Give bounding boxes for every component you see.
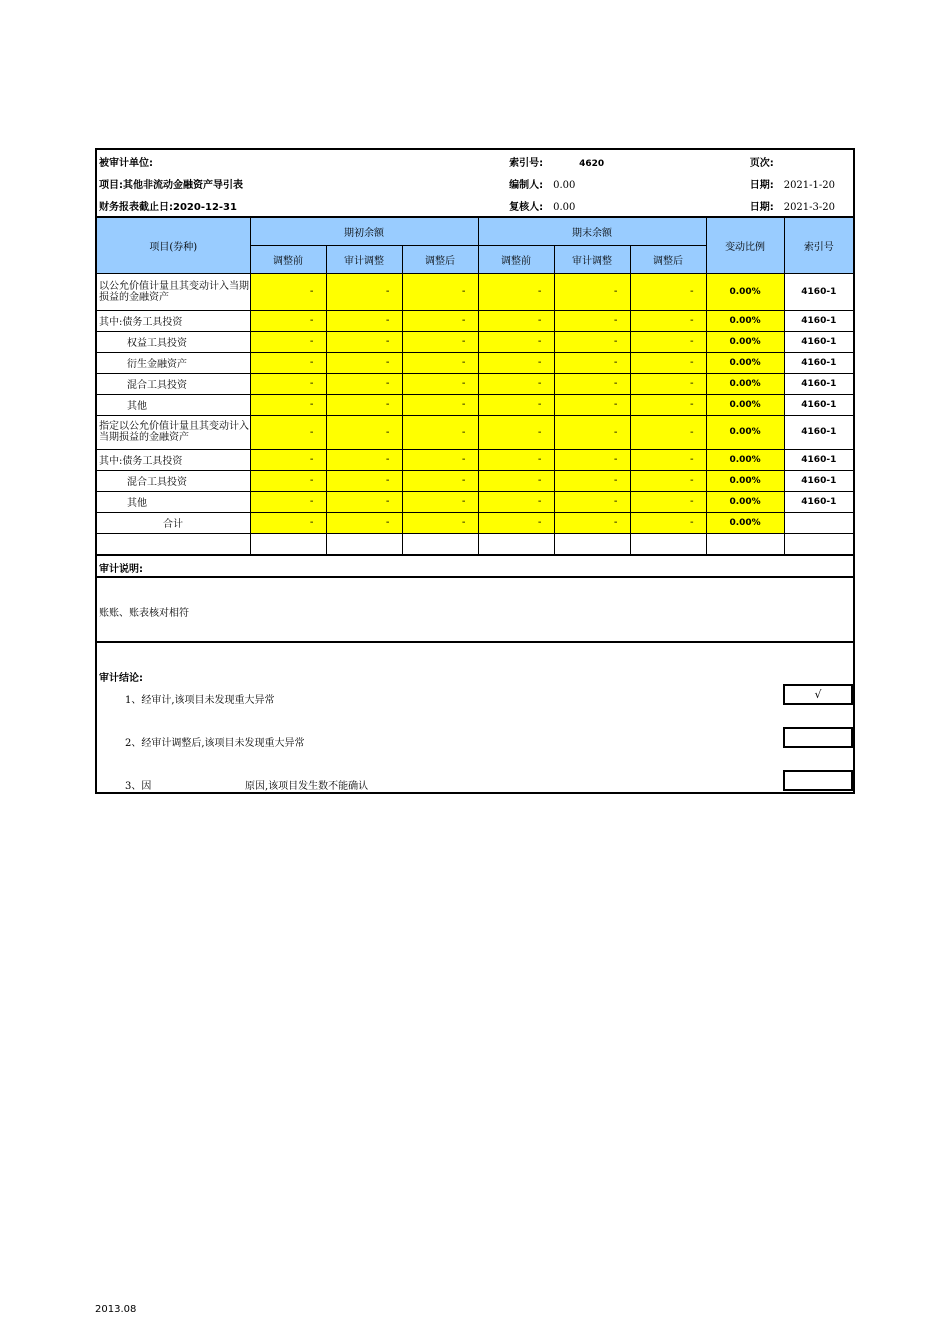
change-ratio-cell: 0.00%	[706, 470, 784, 491]
change-ratio-cell: 0.00%	[706, 331, 784, 352]
amount-cell[interactable]: -	[402, 394, 478, 415]
change-ratio-cell: 0.00%	[706, 491, 784, 512]
table-row	[96, 449, 854, 470]
amount-cell[interactable]: -	[402, 415, 478, 449]
conclusion-checkbox-2[interactable]	[783, 727, 853, 748]
sub-header: 调整前	[478, 245, 554, 273]
amount-cell[interactable]: -	[326, 331, 402, 352]
amount-cell[interactable]: -	[554, 449, 630, 470]
page-label: 页次:	[749, 157, 774, 169]
amount-cell[interactable]: -	[554, 331, 630, 352]
footer-version: 2013.08	[95, 1304, 137, 1315]
col-index: 索引号	[784, 217, 854, 273]
row-label: 其中:债务工具投资	[96, 310, 250, 331]
change-ratio-cell: 0.00%	[706, 415, 784, 449]
amount-cell[interactable]: -	[554, 273, 630, 310]
amount-cell[interactable]: -	[326, 273, 402, 310]
index-ref-cell[interactable]: 4160-1	[784, 273, 854, 310]
index-cell: 索引号: 4620	[509, 157, 605, 169]
change-ratio-cell: 0.00%	[706, 394, 784, 415]
table-row	[96, 394, 854, 415]
conclusion-checkbox-3[interactable]	[783, 770, 853, 791]
amount-cell[interactable]: -	[326, 415, 402, 449]
empty-cell[interactable]	[478, 533, 554, 555]
change-ratio-cell: 0.00%	[706, 352, 784, 373]
amount-cell[interactable]: -	[478, 331, 554, 352]
amount-cell[interactable]: -	[326, 373, 402, 394]
group-end: 期末余额	[478, 217, 706, 245]
amount-cell[interactable]: -	[402, 331, 478, 352]
reviewer-value: 0.00	[553, 201, 576, 213]
col-item: 项目(券种)	[96, 217, 250, 273]
table-row	[96, 491, 854, 512]
amount-cell[interactable]: -	[250, 449, 326, 470]
index-ref-cell[interactable]: 4160-1	[784, 373, 854, 394]
index-value: 4620	[579, 158, 605, 169]
amount-cell[interactable]: -	[478, 310, 554, 331]
index-ref-cell[interactable]: 4160-1	[784, 470, 854, 491]
amount-cell[interactable]: -	[250, 470, 326, 491]
row-label: 以公允价值计量且其变动计入当期损益的金融资产	[96, 273, 250, 310]
table-row	[96, 373, 854, 394]
table-row	[96, 310, 854, 331]
preparer-cell: 编制人: 0.00	[509, 179, 576, 191]
amount-cell[interactable]: -	[402, 310, 478, 331]
project-label: 项目:其他非流动金融资产导引表	[99, 179, 243, 191]
amount-cell[interactable]: -	[250, 310, 326, 331]
conclusion-item-3-prefix: 3、因	[125, 780, 152, 792]
amount-cell[interactable]: -	[478, 352, 554, 373]
group-begin: 期初余额	[250, 217, 478, 245]
amount-cell[interactable]: -	[250, 491, 326, 512]
table-row	[96, 352, 854, 373]
row-label: 其中:债务工具投资	[96, 449, 250, 470]
table-row	[96, 470, 854, 491]
date1-cell: 日期: 2021-1-20	[749, 179, 835, 191]
amount-cell[interactable]: -	[630, 415, 706, 449]
header-block	[95, 148, 855, 216]
amount-cell[interactable]: -	[554, 373, 630, 394]
empty-cell[interactable]	[402, 533, 478, 555]
amount-cell[interactable]: -	[478, 470, 554, 491]
amount-cell[interactable]: -	[630, 373, 706, 394]
sub-header: 审计调整	[554, 245, 630, 273]
amount-cell[interactable]: -	[554, 491, 630, 512]
conclusion-block	[95, 643, 855, 794]
index-ref-cell[interactable]: 4160-1	[784, 310, 854, 331]
empty-cell[interactable]	[250, 533, 326, 555]
change-ratio-cell: 0.00%	[706, 373, 784, 394]
amount-cell[interactable]: -	[250, 373, 326, 394]
row-label: 指定以公允价值计量且其变动计入当期损益的金融资产	[96, 415, 250, 449]
amount-cell[interactable]: -	[630, 273, 706, 310]
row-label: 衍生金融资产	[96, 352, 250, 373]
amount-cell[interactable]: -	[630, 352, 706, 373]
amount-cell[interactable]: -	[630, 491, 706, 512]
amount-cell[interactable]: -	[402, 512, 478, 533]
amount-cell[interactable]: -	[402, 373, 478, 394]
amount-cell[interactable]: -	[630, 470, 706, 491]
empty-cell[interactable]	[554, 533, 630, 555]
table-row	[96, 331, 854, 352]
amount-cell[interactable]: -	[402, 273, 478, 310]
index-ref-cell[interactable]: 4160-1	[784, 394, 854, 415]
amount-cell[interactable]: -	[326, 449, 402, 470]
index-ref-cell[interactable]: 4160-1	[784, 331, 854, 352]
notes-text: 账账、账表核对相符	[99, 607, 189, 619]
amount-cell[interactable]: -	[630, 394, 706, 415]
amount-cell[interactable]: -	[402, 470, 478, 491]
amount-cell[interactable]: -	[326, 470, 402, 491]
amount-cell[interactable]: -	[250, 415, 326, 449]
amount-cell[interactable]: -	[250, 394, 326, 415]
amount-cell[interactable]: -	[478, 394, 554, 415]
row-label: 混合工具投资	[96, 470, 250, 491]
table-row	[96, 273, 854, 310]
row-label: 混合工具投资	[96, 373, 250, 394]
col-change: 变动比例	[706, 217, 784, 273]
balance-table	[95, 216, 855, 556]
empty-cell[interactable]	[326, 533, 402, 555]
empty-cell[interactable]	[706, 533, 784, 555]
date2-value: 2021-3-20	[783, 201, 835, 213]
amount-cell[interactable]: -	[630, 310, 706, 331]
amount-cell[interactable]: -	[402, 449, 478, 470]
row-label: 合计	[96, 512, 250, 533]
index-ref-cell[interactable]: 4160-1	[784, 491, 854, 512]
sub-header: 调整后	[630, 245, 706, 273]
amount-cell[interactable]: -	[554, 394, 630, 415]
notes-title: 审计说明:	[99, 563, 143, 575]
sub-header: 调整前	[250, 245, 326, 273]
amount-cell[interactable]: -	[478, 512, 554, 533]
row-label: 权益工具投资	[96, 331, 250, 352]
amount-cell[interactable]: -	[326, 310, 402, 331]
amount-cell[interactable]: -	[478, 373, 554, 394]
change-ratio-cell: 0.00%	[706, 310, 784, 331]
row-label: 其他	[96, 491, 250, 512]
empty-cell[interactable]	[630, 533, 706, 555]
workpaper-sheet	[95, 148, 855, 794]
table-row	[96, 415, 854, 449]
amount-cell[interactable]: -	[478, 491, 554, 512]
amount-cell[interactable]: -	[250, 512, 326, 533]
conclusion-item-1: 1、经审计,该项目未发现重大异常	[125, 694, 275, 706]
conclusion-title: 审计结论:	[99, 672, 143, 684]
sub-header: 调整后	[402, 245, 478, 273]
amount-cell[interactable]: -	[250, 331, 326, 352]
amount-cell[interactable]: -	[554, 310, 630, 331]
index-ref-cell[interactable]: 4160-1	[784, 449, 854, 470]
conclusion-item-3-suffix: 原因,该项目发生数不能确认	[245, 780, 369, 792]
amount-cell[interactable]: -	[478, 273, 554, 310]
empty-cell[interactable]	[96, 533, 250, 555]
index-ref-cell[interactable]: 4160-1	[784, 352, 854, 373]
amount-cell[interactable]: -	[478, 449, 554, 470]
preparer-value: 0.00	[553, 179, 576, 191]
notes-title-row	[95, 556, 855, 578]
amount-cell[interactable]: -	[630, 449, 706, 470]
table-row	[96, 512, 854, 533]
entity-label: 被审计单位:	[99, 157, 153, 169]
amount-cell[interactable]: -	[250, 352, 326, 373]
empty-cell[interactable]	[784, 533, 854, 555]
date1-value: 2021-1-20	[783, 179, 835, 191]
conclusion-item-2: 2、经审计调整后,该项目未发现重大异常	[125, 737, 305, 749]
amount-cell[interactable]: -	[554, 415, 630, 449]
page-cell	[750, 149, 854, 172]
index-ref-cell[interactable]: 4160-1	[784, 415, 854, 449]
amount-cell[interactable]: -	[326, 512, 402, 533]
amount-cell[interactable]: -	[630, 512, 706, 533]
change-ratio-cell: 0.00%	[706, 449, 784, 470]
reviewer-cell: 复核人: 0.00	[509, 201, 576, 213]
amount-cell[interactable]: -	[250, 273, 326, 310]
amount-cell[interactable]: -	[478, 415, 554, 449]
amount-cell[interactable]: -	[554, 512, 630, 533]
empty-row	[96, 533, 854, 555]
amount-cell[interactable]: -	[402, 352, 478, 373]
notes-body	[95, 578, 855, 643]
amount-cell[interactable]: -	[326, 352, 402, 373]
change-ratio-cell: 0.00%	[706, 512, 784, 533]
amount-cell[interactable]: -	[326, 394, 402, 415]
amount-cell[interactable]: -	[554, 470, 630, 491]
sub-header: 审计调整	[326, 245, 402, 273]
change-ratio-cell: 0.00%	[706, 273, 784, 310]
amount-cell[interactable]: -	[326, 491, 402, 512]
cutoff-label: 财务报表截止日:2020-12-31	[99, 201, 237, 213]
index-ref-cell[interactable]	[784, 512, 854, 533]
amount-cell[interactable]: -	[554, 352, 630, 373]
row-label: 其他	[96, 394, 250, 415]
date2-cell: 日期: 2021-3-20	[749, 201, 835, 213]
amount-cell[interactable]: -	[630, 331, 706, 352]
conclusion-checkbox-1[interactable]: √	[783, 684, 853, 705]
amount-cell[interactable]: -	[402, 491, 478, 512]
